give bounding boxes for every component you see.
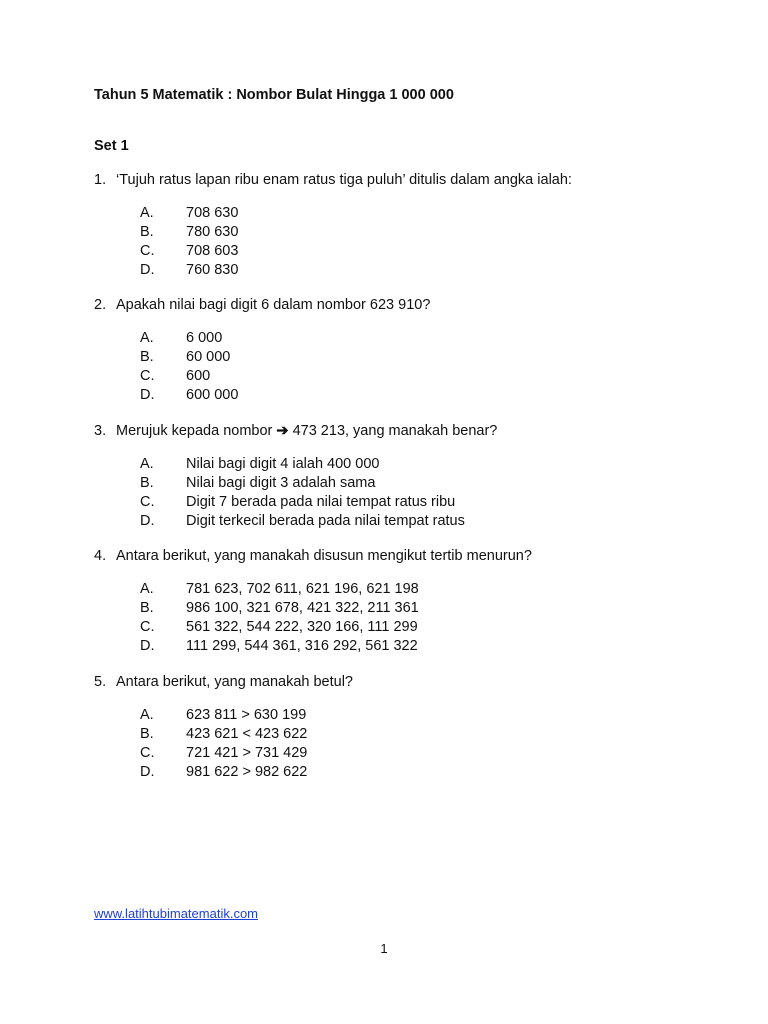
option-text: 60 000	[186, 349, 231, 366]
question-number: 1.	[94, 172, 107, 188]
question-1	[94, 171, 714, 279]
options-list	[140, 706, 640, 782]
options-list	[140, 204, 640, 280]
option-letter: D.	[140, 262, 155, 279]
option-letter: A.	[140, 456, 154, 472]
option-letter: B.	[140, 349, 154, 366]
options-list	[140, 580, 640, 656]
option-b	[140, 725, 640, 744]
option-letter: D.	[140, 764, 155, 781]
option-text: 623 811 > 630 199	[186, 707, 307, 723]
question-4	[94, 547, 714, 655]
option-a	[140, 204, 640, 223]
footer-website-link[interactable]: www.latihtubimatematik.com	[94, 906, 258, 921]
option-b	[140, 599, 640, 618]
option-letter: C.	[140, 745, 155, 762]
option-a	[140, 455, 640, 474]
option-text: 721 421 > 731 429	[186, 745, 308, 762]
option-text: 708 630	[186, 205, 239, 221]
option-letter: D.	[140, 387, 155, 404]
option-text: Digit terkecil berada pada nilai tempat ratus	[186, 513, 465, 530]
question-number: 4.	[94, 548, 107, 564]
set-label: Set 1	[94, 138, 129, 154]
option-a	[140, 706, 640, 725]
option-letter: B.	[140, 224, 154, 241]
question-number: 5.	[94, 674, 107, 690]
option-d	[140, 512, 640, 531]
option-letter: C.	[140, 494, 155, 511]
option-text: 760 830	[186, 262, 239, 279]
question-text: ‘Tujuh ratus lapan ribu enam ratus tiga puluh’ ditulis dalam angka ialah:	[116, 172, 572, 188]
option-text: Nilai bagi digit 4 ialah 400 000	[186, 456, 380, 472]
option-d	[140, 637, 640, 656]
question-number: 3.	[94, 423, 107, 439]
option-text: 600	[186, 368, 211, 385]
option-letter: D.	[140, 638, 155, 655]
option-text: 423 621 < 423 622	[186, 726, 308, 743]
option-letter: B.	[140, 726, 154, 743]
option-d	[140, 763, 640, 782]
option-letter: B.	[140, 600, 154, 617]
question-text: Antara berikut, yang manakah betul?	[116, 674, 353, 690]
option-text: 600 000	[186, 387, 239, 404]
option-letter: C.	[140, 368, 155, 385]
question-stem	[94, 422, 714, 440]
option-b	[140, 223, 640, 242]
question-3	[94, 422, 714, 530]
question-stem	[94, 171, 714, 189]
option-c	[140, 744, 640, 763]
question-5	[94, 673, 714, 781]
options-list	[140, 329, 640, 405]
document-title: Tahun 5 Matematik : Nombor Bulat Hingga 1 000 000	[94, 87, 454, 103]
option-letter: A.	[140, 581, 154, 597]
options-list	[140, 455, 640, 531]
question-stem	[94, 296, 714, 314]
option-c	[140, 493, 640, 512]
option-text: 986 100, 321 678, 421 322, 211 361	[186, 600, 419, 617]
question-2	[94, 296, 714, 404]
question-stem	[94, 547, 714, 565]
option-b	[140, 348, 640, 367]
question-text-before: Merujuk kepada nombor	[116, 423, 277, 439]
option-letter: B.	[140, 475, 154, 492]
option-text: 780 630	[186, 224, 239, 241]
question-text: Antara berikut, yang manakah disusun mengikut tertib menurun?	[116, 548, 532, 564]
option-text: Digit 7 berada pada nilai tempat ratus ribu	[186, 494, 456, 511]
option-text: 781 623, 702 611, 621 196, 621 198	[186, 581, 419, 597]
question-text	[116, 422, 497, 440]
option-text: 111 299, 544 361, 316 292, 561 322	[186, 638, 418, 655]
option-letter: C.	[140, 243, 155, 260]
option-c	[140, 242, 640, 261]
option-letter: A.	[140, 330, 154, 346]
question-stem	[94, 673, 714, 691]
option-c	[140, 367, 640, 386]
question-text-after: 473 213, yang manakah benar?	[288, 423, 498, 439]
option-letter: C.	[140, 619, 155, 636]
arrow-right-icon: ➔	[276, 423, 289, 439]
question-text: Apakah nilai bagi digit 6 dalam nombor 623 910?	[116, 297, 431, 313]
option-a	[140, 329, 640, 348]
option-d	[140, 261, 640, 280]
option-text: Nilai bagi digit 3 adalah sama	[186, 475, 376, 492]
option-c	[140, 618, 640, 637]
option-letter: D.	[140, 513, 155, 530]
question-number: 2.	[94, 297, 107, 313]
option-letter: A.	[140, 707, 154, 723]
option-letter: A.	[140, 205, 154, 221]
option-d	[140, 386, 640, 405]
option-a	[140, 580, 640, 599]
option-text: 561 322, 544 222, 320 166, 111 299	[186, 619, 418, 636]
option-b	[140, 474, 640, 493]
option-text: 708 603	[186, 243, 239, 260]
option-text: 981 622 > 982 622	[186, 764, 308, 781]
page-number: 1	[380, 941, 388, 956]
option-text: 6 000	[186, 330, 223, 346]
